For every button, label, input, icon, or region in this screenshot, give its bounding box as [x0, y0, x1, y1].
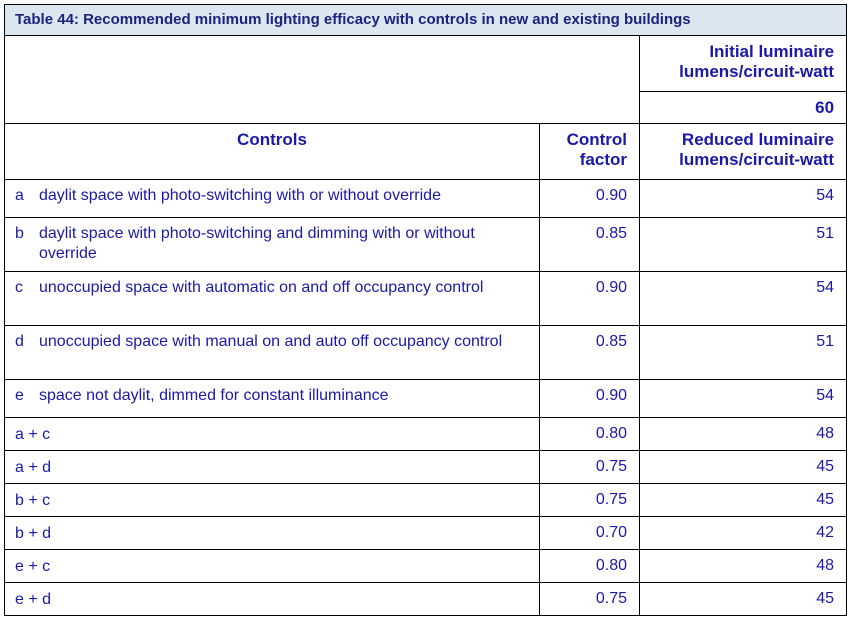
control-cell	[5, 272, 540, 326]
control-factor-value: 0.90	[540, 272, 640, 326]
table-row	[5, 380, 847, 418]
combo-label: a + c	[5, 418, 540, 451]
control-factor-value: 0.75	[540, 451, 640, 484]
control-factor-header: Control factor	[540, 124, 640, 180]
control-factor-value: 0.85	[540, 218, 640, 272]
control-factor-value: 0.90	[540, 180, 640, 218]
reduced-lumens-value: 54	[640, 380, 847, 418]
table-row	[5, 484, 847, 517]
control-letter: d	[15, 333, 24, 350]
combo-label: b + d	[5, 517, 540, 550]
combo-label: a + d	[5, 451, 540, 484]
table-row	[5, 326, 847, 380]
combo-label: e + c	[5, 550, 540, 583]
table-row	[5, 272, 847, 326]
header-blank-cell	[5, 36, 640, 124]
control-description: unoccupied space with manual on and auto off occupancy control	[39, 333, 503, 350]
reduced-lumens-header: Reduced luminaire lumens/circuit-watt	[640, 124, 847, 180]
table-row	[5, 418, 847, 451]
control-description: daylit space with photo-switching and dimming with or without override	[39, 225, 475, 262]
efficacy-table	[4, 4, 847, 616]
control-letter: a	[15, 187, 24, 204]
initial-lumens-header: Initial luminaire lumens/circuit-watt	[640, 36, 847, 92]
control-description: unoccupied space with automatic on and off occupancy control	[39, 279, 484, 296]
control-description: space not daylit, dimmed for constant illuminance	[39, 387, 389, 404]
control-letter: b	[15, 225, 24, 242]
reduced-lumens-value: 48	[640, 550, 847, 583]
control-cell	[5, 180, 540, 218]
table-row	[5, 180, 847, 218]
control-cell	[5, 380, 540, 418]
control-factor-value: 0.75	[540, 583, 640, 616]
reduced-lumens-value: 45	[640, 484, 847, 517]
table-row	[5, 218, 847, 272]
efficacy-table-container	[4, 4, 846, 616]
reduced-lumens-value: 45	[640, 451, 847, 484]
control-factor-value: 0.70	[540, 517, 640, 550]
initial-lumens-value: 60	[640, 92, 847, 124]
reduced-lumens-value: 51	[640, 218, 847, 272]
combo-label: e + d	[5, 583, 540, 616]
control-factor-value: 0.80	[540, 418, 640, 451]
table-row	[5, 451, 847, 484]
reduced-lumens-value: 54	[640, 272, 847, 326]
control-factor-value: 0.75	[540, 484, 640, 517]
control-factor-value: 0.80	[540, 550, 640, 583]
reduced-lumens-value: 48	[640, 418, 847, 451]
control-letter: e	[15, 387, 24, 404]
reduced-lumens-value: 42	[640, 517, 847, 550]
control-description: daylit space with photo-switching with or without override	[39, 187, 441, 204]
reduced-lumens-value: 45	[640, 583, 847, 616]
controls-header: Controls	[5, 124, 540, 180]
table-row	[5, 550, 847, 583]
combo-label: b + c	[5, 484, 540, 517]
table-title: Table 44: Recommended minimum lighting efficacy with controls in new and existing buildings	[5, 5, 847, 36]
reduced-lumens-value: 54	[640, 180, 847, 218]
table-row	[5, 583, 847, 616]
control-cell	[5, 326, 540, 380]
table-row	[5, 517, 847, 550]
control-letter: c	[15, 279, 23, 296]
control-factor-value: 0.85	[540, 326, 640, 380]
reduced-lumens-value: 51	[640, 326, 847, 380]
control-factor-value: 0.90	[540, 380, 640, 418]
control-cell	[5, 218, 540, 272]
